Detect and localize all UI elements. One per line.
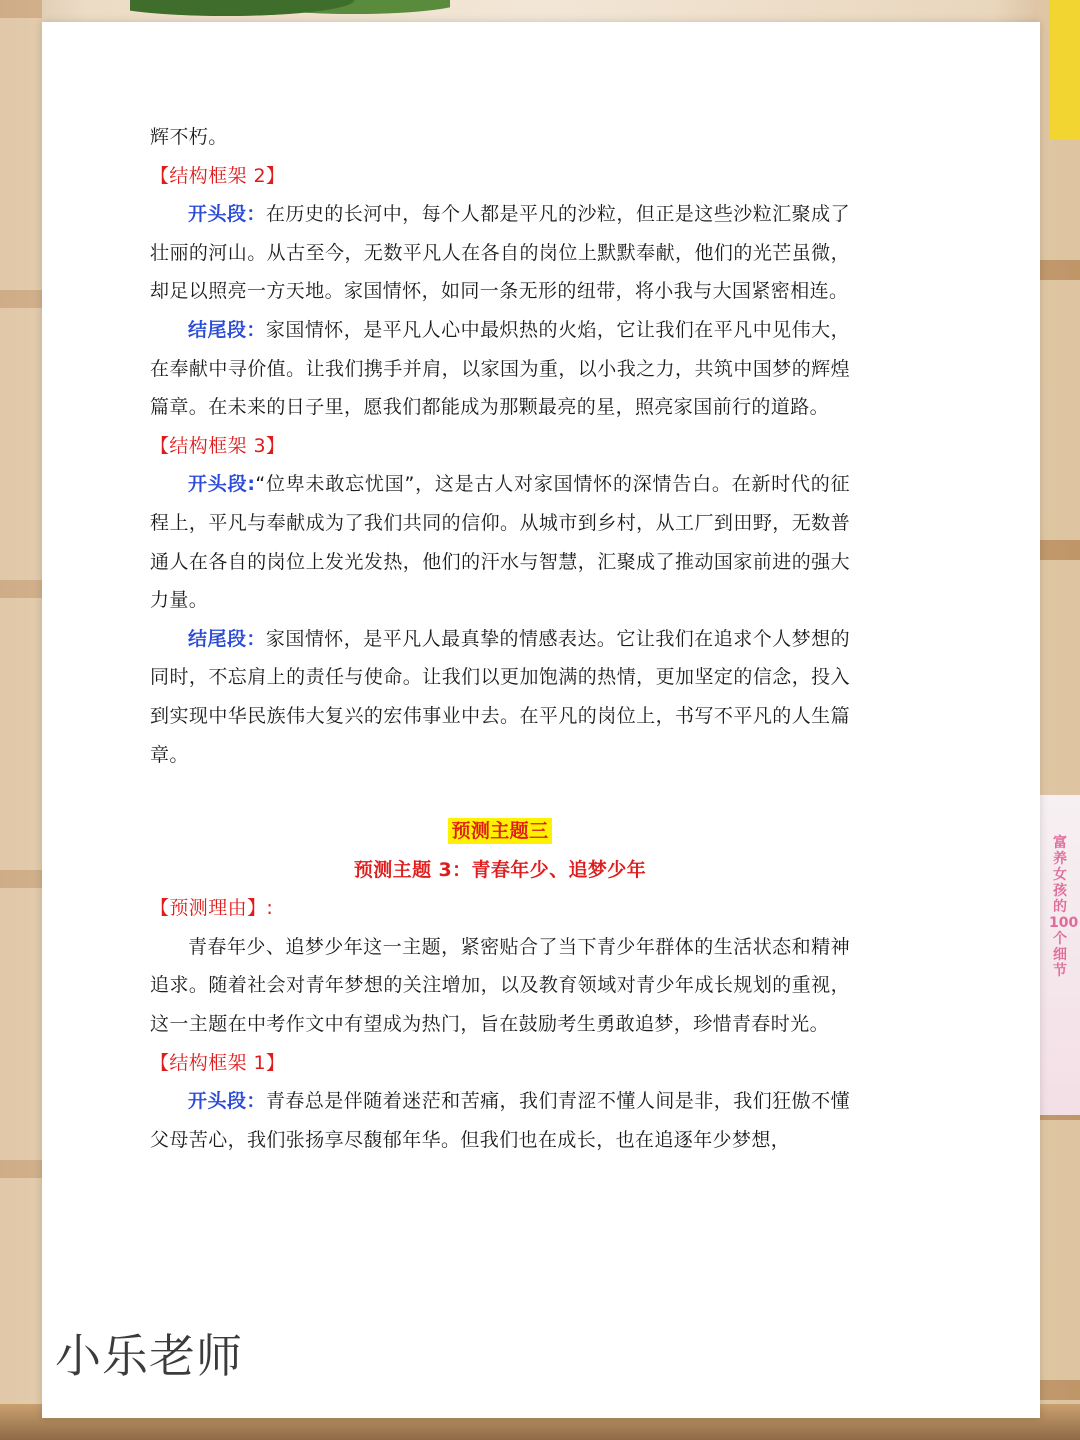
topic-3-highlight: 预测主题三	[448, 818, 551, 844]
frame-2-opening	[150, 195, 850, 311]
background-book-title: 富养女孩的100个细节	[1049, 835, 1079, 979]
bookshelf-right	[1038, 0, 1080, 1440]
opening-label: 开头段：	[188, 1090, 266, 1113]
opening-text: 青春总是伴随着迷茫和苦痛，我们青涩不懂人间是非，我们狂傲不懂父母苦心，我们张扬享尽馥郁年华。但我们也在成长，也在追逐年少梦想，	[150, 1090, 850, 1151]
frame-2-closing	[150, 311, 850, 427]
closing-label: 结尾段：	[188, 318, 266, 341]
closing-text: 家国情怀，是平凡人心中最炽热的火焰，它让我们在平凡中见伟大，在奉献中寻价值。让我们携手并肩，以家国为重，以小我之力，共筑中国梦的辉煌篇章。在未来的日子里，愿我们都能成为那颗最亮的星，照亮家国前行的道路。	[150, 318, 850, 419]
yellow-book	[1050, 0, 1080, 140]
topic-3-title: 预测主题 3：青春年少、追梦少年	[353, 858, 647, 881]
reason-heading: 【预测理由】:	[150, 897, 274, 920]
opening-text: 在历史的长河中，每个人都是平凡的沙粒，但正是这些沙粒汇聚成了壮丽的河山。从古至今，无数平凡人在各自的岗位上默默奉献，他们的光芒虽微，却足以照亮一方天地。家国情怀，如同一条无形的纽带，将小我与大国紧密相连。	[150, 203, 850, 303]
opening-label: 开头段:	[188, 473, 256, 496]
opening-label: 开头段：	[188, 203, 266, 226]
topic-3-opening	[150, 1082, 850, 1159]
watermark: 小乐老师	[55, 1329, 243, 1383]
frame-1-heading: 【结构框架 1】	[150, 1051, 286, 1074]
bookshelf-left	[0, 0, 42, 1440]
frame-2-heading: 【结构框架 2】	[150, 164, 286, 187]
spacer	[150, 774, 850, 812]
paragraph-ending: 辉不朽。	[150, 126, 228, 148]
background-book	[1038, 795, 1080, 1115]
opening-text: “位卑未敢忘忧国”，这是古人对家国情怀的深情告白。在新时代的征程上，平凡与奉献成为了我们共同的信仰。从城市到乡村，从工厂到田野，无数普通人在各自的岗位上发光发热，他们的汗水与智慧，汇聚成了推动国家前进的强大力量。	[150, 473, 850, 612]
closing-text: 家国情怀，是平凡人最真挚的情感表达。它让我们在追求个人梦想的同时，不忘肩上的责任与使命。让我们以更加饱满的热情，更加坚定的信念，投入到实现中华民族伟大复兴的宏伟事业中去。在平凡的岗位上，书写不平凡的人生篇章。	[150, 627, 850, 766]
frame-3-closing	[150, 620, 850, 774]
document-content	[150, 118, 850, 1159]
closing-label: 结尾段：	[188, 627, 266, 650]
topic-3-tag	[150, 812, 850, 851]
reason-paragraph: 青春年少、追梦少年这一主题，紧密贴合了当下青少年群体的生活状态和精神追求。随着社会对青年梦想的关注增加，以及教育领域对青少年成长规划的重视，这一主题在中考作文中有望成为热门，旨在鼓励考生勇敢追梦，珍惜青春时光。	[150, 935, 850, 1036]
frame-3-heading: 【结构框架 3】	[150, 434, 286, 457]
frame-3-opening	[150, 465, 850, 619]
